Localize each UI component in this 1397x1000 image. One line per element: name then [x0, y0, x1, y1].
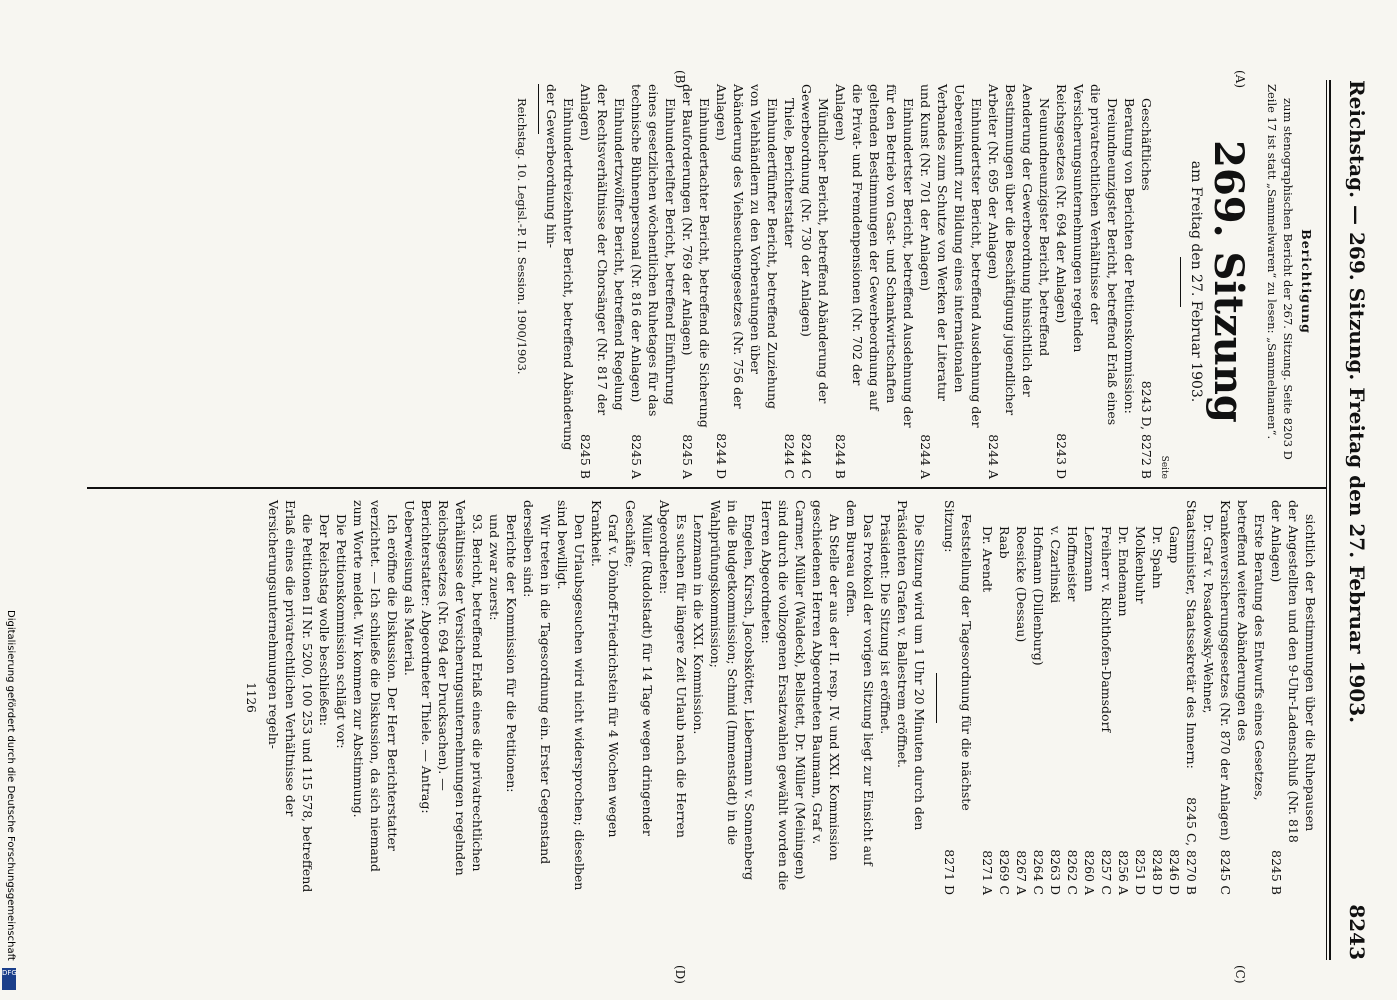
body-paragraph: Graf v. Dönhoff-Friedrichstein für 4 Wochen wegen Krankheit. [589, 500, 621, 838]
body-paragraph: Die Petitionskommission schlägt vor: [334, 514, 349, 749]
toc-entry-text: Einhundertster Bericht, betreffend Ausdehnung der Uebereinkunft zur Bildung eines internationalen Verbandes zum Schutze von Werken der Literatur und Kunst (Nr. 701 der Anlagen) [918, 84, 984, 428]
toc-entry [1053, 84, 1121, 479]
toc-entry-page: 8244 C [782, 433, 797, 479]
body-paragraph: Präsident: Die Sitzung ist eröffnet. [878, 514, 893, 735]
speaker-entry [1064, 500, 1081, 895]
speaker-page: 8248 D [1150, 849, 1165, 895]
speaker-name: v. Czarlinski [1048, 526, 1063, 604]
sheet-number: 1126 [244, 682, 258, 713]
contents-entry-text: sichtlich der Bestimmungen über die Ruhepausen der Angestellten und den 9-Uhr-Ladenschluß (Nr. 818 der Anlagen) [1269, 500, 1318, 843]
toc-entry-text: Einhundertster Bericht, betreffend Ausdehnung der für den Betrieb von Gast- und Schankwirtschaften geltenden Bestimmungen der Gewerbeordnung auf die Privat- und Fremdenpensionen (Nr. 702 der Anlagen) [833, 84, 916, 428]
seite-label: Seite [1159, 455, 1169, 479]
column-divider [87, 487, 1327, 489]
correction-text: zum stenographischen Bericht der 267. Sitzung. Seite 8203 D Zeile 17 ist statt „Sammelwaren“ zu lesen: „Sammelnamen“. [1265, 84, 1295, 460]
toc-entry [832, 84, 917, 479]
continued-contents [1183, 500, 1319, 895]
contents-entry-page: 8245 C [1218, 849, 1233, 895]
margin-marker-b: (B) [673, 70, 687, 89]
speaker-entry [1030, 500, 1047, 895]
margin-marker-c: (C) [1233, 965, 1247, 984]
speaker-entry [1115, 500, 1132, 895]
title-rule [1180, 257, 1181, 307]
body-paragraph: Ich eröffne die Diskussion. Der Herr Berichterstatter verzichtet. — Ich schließe die Diskussion, da sich niemand zum Worte meldet. Wir kommen zur Abstimmung. [351, 500, 400, 872]
body-paragraph: Es suchen für längere Zeit Urlaub nach die Herren Abgeordneten: [657, 500, 689, 838]
header-rule-thin [1326, 80, 1327, 960]
speaker-name: Hofmann (Dillenburg) [1031, 526, 1046, 666]
speaker-name: Molkenbuhr [1133, 526, 1148, 604]
toc-entry-text: Thiele, Berichterstatter [782, 98, 797, 248]
body-paragraph: Müller (Rudolstadt) für 14 Tage wegen dringender Geschäfte; [623, 500, 655, 836]
running-header [1337, 80, 1377, 960]
speaker-entry [979, 500, 996, 895]
table-of-contents [543, 84, 1155, 479]
dfg-logo: DFG [2, 968, 16, 990]
toc-entry-page: 8244 C [799, 433, 814, 479]
toc-entry-text: Einhundertelfter Bericht, betreffend Einführung eines gesetzlichen wöchentlichen Ruhetages für das technische Bühnenpersonal (Nr. 816 der Anlagen) [629, 84, 678, 417]
agenda-next-text: Feststellung der Tagesordnung für die nächste Sitzung: [942, 500, 974, 811]
speaker-page: 8263 D [1048, 849, 1063, 895]
contents-entry [1217, 500, 1268, 895]
toc-entry-page: 8245 A [629, 434, 644, 479]
session-title: 269. Sitzung [1205, 140, 1252, 423]
speaker-entry [996, 500, 1013, 895]
toc-entry-page: 8245 B [578, 434, 593, 479]
speaker-entry [1166, 500, 1183, 895]
toc-entry-page: 8244 A [918, 434, 933, 479]
margin-marker-d: (D) [673, 965, 687, 984]
left-column [514, 84, 1319, 479]
toc-entry-page: 8244 A [986, 434, 1001, 479]
toc-entry [1121, 84, 1138, 479]
speaker-page: 8264 C [1031, 849, 1046, 895]
toc-entry-page: 8243 D [1054, 433, 1069, 479]
toc-entry [543, 84, 577, 479]
toc-entry [628, 84, 679, 479]
toc-entry-text: Einhundertachter Bericht, betreffend die Sicherung der Bauforderungen (Nr. 769 der Anlagen) [680, 84, 712, 428]
body-paragraph: An Stelle der aus der II. resp. IV. und XXI. Kommission geschiedenen Herren Abgeordneten Baumann, Graf v. Carmer, Müller (Waldeck), Bellstett, Dr. Müller (Meiningen) sind durch die vollzogenen Ersatzwahlen gewählt worden die Herren Abgeordneten: [759, 500, 842, 891]
speaker-name: Dr. Spahn [1150, 526, 1165, 589]
contents-entry-text: Erste Beratung des Entwurfs eines Gesetzes, betreffend weitere Abänderungen des Krankenversicherungsgesetzes (Nr. 870 der Anlagen) [1218, 500, 1267, 841]
body-paragraph: Der Reichstag wolle beschließen: [317, 514, 332, 726]
margin-marker-a: (A) [1233, 70, 1247, 89]
speaker-entry [1013, 500, 1030, 895]
page-number: 8243 [1345, 904, 1369, 960]
toc-entry [985, 84, 1053, 479]
contents-entry-page: 8245 C, 8270 B [1184, 797, 1199, 895]
agenda-next-row [941, 500, 975, 895]
toc-entry-text: Einhundertzwölfter Bericht, betreffend Regelung der Rechtsverhältnisse der Chorsänger (Nr. 817 der Anlagen) [578, 84, 627, 416]
speaker-name: Lenzmann [1082, 526, 1097, 592]
body-paragraph: und zwar zuerst: [487, 514, 502, 621]
speaker-page: 8257 C [1099, 849, 1114, 895]
contents-entry [1268, 500, 1319, 895]
body-paragraph: Berichte der Kommission für die Petitionen: [504, 514, 519, 793]
contents-end-rule [936, 673, 937, 723]
correction-title: Berichtigung [1299, 229, 1314, 334]
speaker-name: Dr. Endemann [1116, 526, 1131, 617]
toc-entry [679, 84, 713, 479]
body-paragraph: Das Protokoll der vorigen Sitzung liegt zur Einsicht auf dem Bureau offen. [844, 500, 876, 866]
toc-entry-page: 8244 B [833, 434, 848, 479]
toc-entry-text: Einhundertfünfter Bericht, betreffend Zuziehung von Viehhändlern zu den Vorberatungen über Abänderung des Viehseuchengesetzes (Nr. 756 der Anlagen) [714, 84, 780, 409]
body-paragraph: Die Sitzung wird um 1 Uhr 20 Minuten durch den Präsidenten Grafen v. Ballestrem eröffnet. [895, 500, 927, 831]
contents-entry-page: 8245 B [1269, 850, 1284, 895]
toc-entry-text: Dreiundneunzigster Bericht, betreffend Erlaß eines die privatrechtlichen Verhältnisse der Versicherungsunternehmungen regelnden Reichsgesetzes (Nr. 694 der Anlagen) [1054, 84, 1120, 426]
toc-entry [577, 84, 628, 479]
toc-entry [781, 84, 798, 479]
digitization-credit [2, 610, 18, 990]
speaker-entry [1098, 500, 1115, 895]
speaker-name: Hoffmeister [1065, 526, 1080, 602]
toc-entry-text: Mündlicher Bericht, betreffend Abänderung der Gewerbeordnung (Nr. 730 der Anlagen) [799, 84, 831, 404]
session-date: am Freitag den 27. Februar 1903. [1188, 160, 1204, 403]
body-paragraph: die Petitionen II Nr. 5200, 100 253 und 115 578, betreffend Erlaß eines die privatrechtlichen Verhältnisse der Versicherungsunternehmungen regeln- [266, 500, 315, 893]
toc-entry [798, 84, 832, 479]
speaker-name: Dr. Arendt [980, 526, 995, 593]
toc-entry-text: Einhundertdreizehnter Bericht, betreffend Abänderung der Gewerbeordnung hin- [544, 84, 576, 451]
speaker-list [979, 500, 1183, 895]
speaker-page: 8269 C [997, 849, 1012, 895]
toc-entry-page: 8245 A [680, 434, 695, 479]
speaker-name: Raab [997, 526, 1012, 559]
speaker-page: 8271 A [980, 850, 995, 895]
agenda-next-page: 8271 D [942, 849, 957, 895]
speaker-page: 8267 A [1014, 850, 1029, 895]
toc-entry-text: Beratung von Berichten der Petitionskommission: [1122, 98, 1137, 414]
toc-entry [917, 84, 985, 479]
speaker-page: 8251 D [1133, 849, 1148, 895]
header-rule [1329, 80, 1331, 960]
body-paragraph: Engelen, Kirsch, Jacobskötter, Liebermann v. Sonnenberg in die Budgetkommission; Schmid (Immenstadt) in die Wahlprüfungskommission; [708, 500, 757, 881]
toc-entry-text: Geschäftliches [1139, 98, 1154, 191]
speaker-entry [1047, 500, 1064, 895]
right-column [242, 500, 1319, 895]
toc-entry-text: Neunundneunzigster Bericht, betreffend Aenderung der Gewerbeordnung hinsichtlich der Bestimmungen über die Beschäftigung jugendlicher Arbeiter (Nr. 695 der Anlagen) [986, 84, 1052, 416]
speaker-name: Roesicke (Dessau) [1014, 526, 1029, 643]
body-paragraph: Lenzmann in die XXI. Kommission. [691, 514, 706, 735]
body-paragraph: Wir treten in die Tagesordnung ein. Erster Gegenstand derselben sind: [521, 500, 553, 865]
speaker-page: 8256 A [1116, 850, 1131, 895]
running-title: Reichstag. — 269. Sitzung. Freitag den 27. Februar 1903. [1345, 80, 1369, 724]
speaker-entry [1081, 500, 1098, 895]
speaker-page: 8246 D [1167, 849, 1182, 895]
speaker-name: Gamp [1167, 526, 1182, 564]
speaker-entry [1149, 500, 1166, 895]
legislature-footer: Reichstag. 10. Legisl.-P. II. Session. 1900/1903. [515, 98, 529, 375]
body-paragraph: Den Urlaubsgesuchen wird nicht widersprochen; dieselben sind bewilligt. [555, 500, 587, 891]
speaker-page: 8262 C [1065, 849, 1080, 895]
session-body [265, 500, 928, 895]
toc-end-rule [538, 84, 539, 134]
toc-entry [1138, 84, 1155, 479]
digitization-credit-text: Digitalisierung gefördert durch die Deutsche Forschungsgemeinschaft [5, 610, 16, 961]
contents-entry-text: Dr. Graf v. Posadowsky-Wehner, Staatsminister, Staatssekretär des Innern: [1184, 500, 1216, 769]
speaker-page: 8260 A [1082, 850, 1097, 895]
toc-entry-page: 8244 D [714, 433, 729, 479]
contents-entry [1183, 500, 1217, 895]
toc-entry-page: 8243 D, 8272 B [1139, 380, 1154, 479]
toc-entry [713, 84, 781, 479]
speaker-name: Freiherr v. Richthofen-Damsdorf [1099, 526, 1114, 733]
speaker-entry [1132, 500, 1149, 895]
body-paragraph: 93. Bericht, betreffend Erlaß eines die privatrechtlichen Verhältnisse der Versicherungsunternehmungen regelnden Reichsgesetzes (Nr. 694 der Drucksachen). — Berichterstatter: Abgeordneter Thiele. — Antrag: Ueberweisung als Material. [402, 500, 485, 876]
